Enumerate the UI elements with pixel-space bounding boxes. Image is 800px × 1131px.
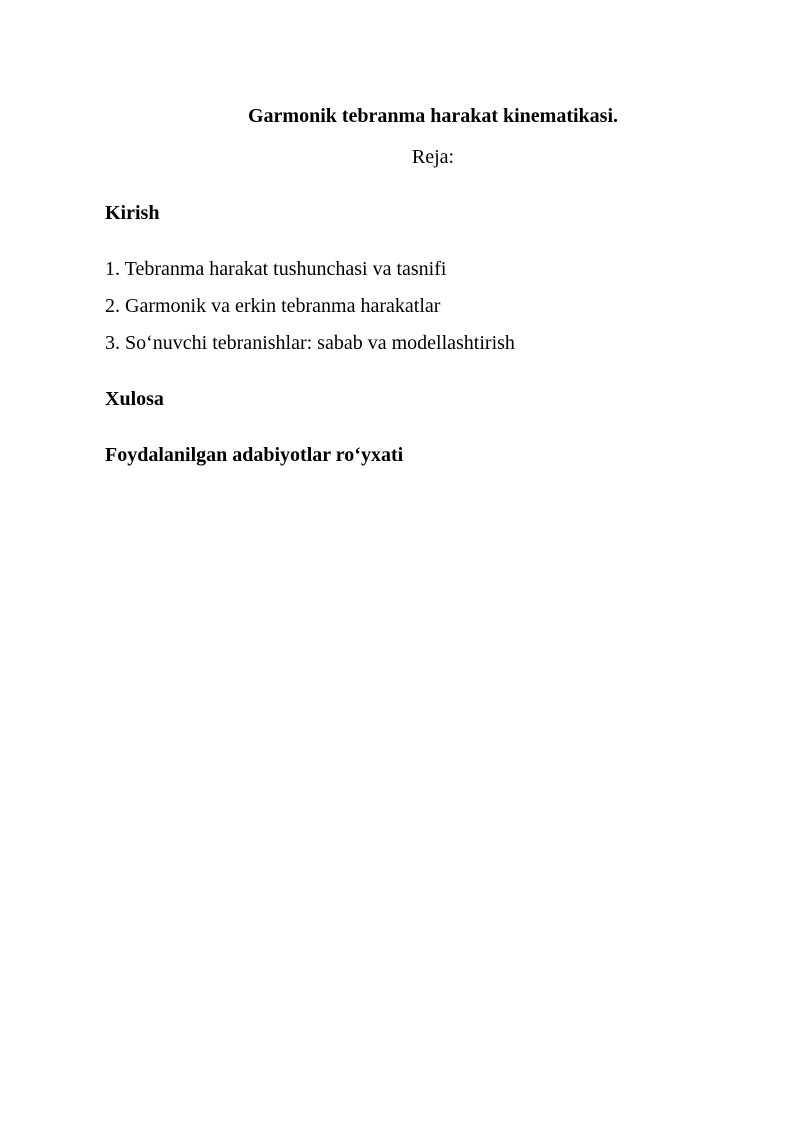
document-title: Garmonik tebranma harakat kinematikasi. [247, 105, 619, 127]
intro-heading: Kirish [105, 202, 160, 224]
plan-item-2: 2. Garmonik va erkin tebranma harakatlar [105, 295, 441, 317]
references-heading: Foydalanilgan adabiyotlar ro‘yxati [105, 444, 404, 466]
plan-heading: Reja: [411, 146, 455, 168]
conclusion-heading: Xulosa [105, 388, 164, 410]
plan-item-1: 1. Tebranma harakat tushunchasi va tasnifi [105, 258, 447, 280]
plan-item-3: 3. So‘nuvchi tebranishlar: sabab va modellashtirish [105, 332, 515, 354]
